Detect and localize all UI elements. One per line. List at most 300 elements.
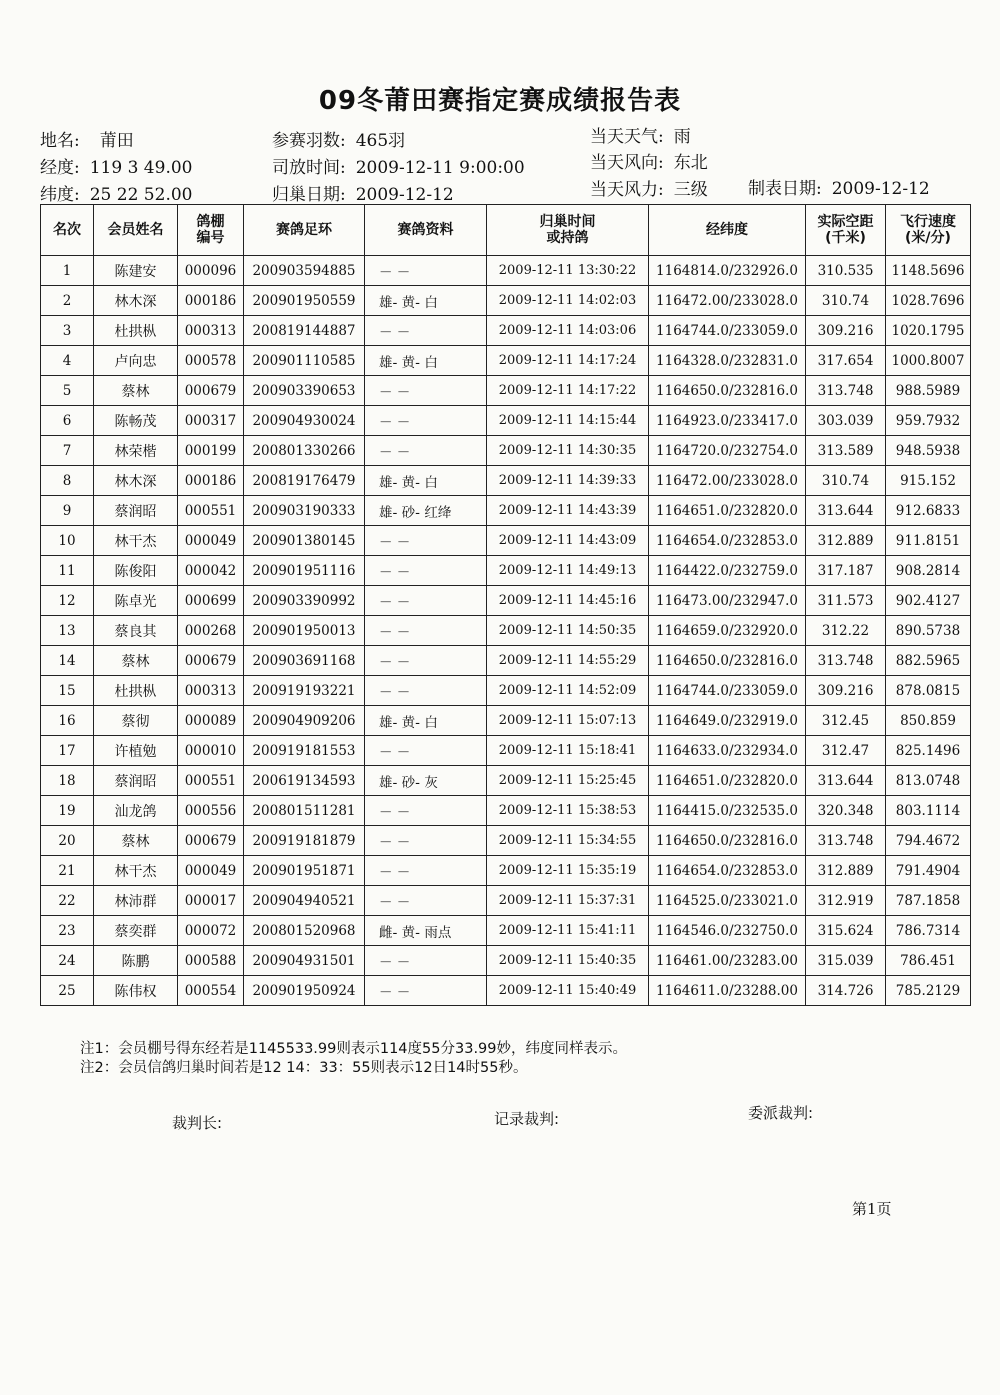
entries-field — [272, 126, 405, 151]
cell-speed: 878.0815 — [886, 676, 971, 706]
cell-speed: 803.1114 — [886, 796, 971, 826]
cell-return-time: 2009-12-11 14:43:09 — [487, 526, 649, 556]
cell-coordinates: 1164923.0/233417.0 — [649, 406, 806, 436]
entries-value: 465羽 — [355, 131, 406, 151]
weather-label: 当天天气: — [590, 127, 664, 147]
cell-rank: 5 — [41, 376, 94, 406]
cell-speed: 791.4904 — [886, 856, 971, 886]
cell-return-time: 2009-12-11 15:35:19 — [487, 856, 649, 886]
cell-return-time: 2009-12-11 15:40:35 — [487, 946, 649, 976]
cell-distance: 303.039 — [806, 406, 886, 436]
cell-coordinates: 1164814.0/232926.0 — [649, 256, 806, 286]
cell-rank: 19 — [41, 796, 94, 826]
cell-coordinates: 1164720.0/232754.0 — [649, 436, 806, 466]
page-number: 第1页 — [852, 1200, 892, 1218]
cell-loft-id: 000186 — [178, 466, 244, 496]
cell-loft-id: 000049 — [178, 856, 244, 886]
cell-member-name: 蔡林 — [94, 376, 178, 406]
cell-member-name: 蔡彻 — [94, 706, 178, 736]
cell-loft-id: 000313 — [178, 676, 244, 706]
cell-ring-number: 200801511281 — [244, 796, 365, 826]
cell-speed: 850.859 — [886, 706, 971, 736]
cell-speed: 902.4127 — [886, 586, 971, 616]
col-header-ring: 赛鸽足环 — [244, 205, 365, 256]
cell-bird-info: － － — [365, 736, 487, 766]
cell-bird-info: 雄- 砂- 红绛 — [365, 496, 487, 526]
cell-rank: 7 — [41, 436, 94, 466]
cell-bird-info: 雄- 砂- 灰 — [365, 766, 487, 796]
cell-ring-number: 200904930024 — [244, 406, 365, 436]
cell-ring-number: 200819176479 — [244, 466, 365, 496]
cell-coordinates: 1164633.0/232934.0 — [649, 736, 806, 766]
cell-coordinates: 1164650.0/232816.0 — [649, 826, 806, 856]
cell-loft-id: 000313 — [178, 316, 244, 346]
table-row — [41, 736, 971, 766]
table-header-row — [41, 205, 971, 256]
return-date-label: 归巢日期: — [272, 185, 346, 205]
cell-return-time: 2009-12-11 14:03:06 — [487, 316, 649, 346]
cell-member-name: 林干杰 — [94, 856, 178, 886]
cell-ring-number: 200904931501 — [244, 946, 365, 976]
cell-return-time: 2009-12-11 14:30:35 — [487, 436, 649, 466]
release-label: 司放时间: — [272, 158, 346, 178]
table-row — [41, 406, 971, 436]
table-row — [41, 976, 971, 1006]
table-row — [41, 916, 971, 946]
cell-speed: 1148.5696 — [886, 256, 971, 286]
cell-return-time: 2009-12-11 15:37:31 — [487, 886, 649, 916]
cell-distance: 309.216 — [806, 676, 886, 706]
recorder-referee-label: 记录裁判: — [494, 1110, 560, 1128]
cell-speed: 911.8151 — [886, 526, 971, 556]
cell-speed: 786.7314 — [886, 916, 971, 946]
cell-bird-info: － － — [365, 526, 487, 556]
location-label: 地名: — [40, 131, 80, 151]
cell-ring-number: 200901110585 — [244, 346, 365, 376]
cell-coordinates: 116472.00/233028.0 — [649, 286, 806, 316]
cell-member-name: 蔡林 — [94, 826, 178, 856]
cell-speed: 813.0748 — [886, 766, 971, 796]
cell-return-time: 2009-12-11 14:45:16 — [487, 586, 649, 616]
cell-member-name: 林沛群 — [94, 886, 178, 916]
cell-coordinates: 1164649.0/232919.0 — [649, 706, 806, 736]
table-row — [41, 436, 971, 466]
cell-loft-id: 000551 — [178, 496, 244, 526]
cell-member-name: 蔡良其 — [94, 616, 178, 646]
cell-return-time: 2009-12-11 15:40:49 — [487, 976, 649, 1006]
table-row — [41, 286, 971, 316]
cell-speed: 785.2129 — [886, 976, 971, 1006]
cell-member-name: 蔡林 — [94, 646, 178, 676]
table-row — [41, 316, 971, 346]
cell-ring-number: 200919181879 — [244, 826, 365, 856]
cell-distance: 315.039 — [806, 946, 886, 976]
cell-return-time: 2009-12-11 14:52:09 — [487, 676, 649, 706]
table-row — [41, 676, 971, 706]
cell-bird-info: 雌- 黄- 雨点 — [365, 916, 487, 946]
cell-bird-info: － － — [365, 376, 487, 406]
cell-bird-info: － － — [365, 556, 487, 586]
cell-return-time: 2009-12-11 15:25:45 — [487, 766, 649, 796]
wind-direction-label: 当天风向: — [590, 153, 664, 173]
location-value: 莆田 — [99, 131, 134, 151]
cell-bird-info: － － — [365, 946, 487, 976]
cell-coordinates: 1164328.0/232831.0 — [649, 346, 806, 376]
cell-distance: 313.589 — [806, 436, 886, 466]
cell-loft-id: 000199 — [178, 436, 244, 466]
cell-bird-info: － － — [365, 586, 487, 616]
cell-member-name: 杜拱枞 — [94, 676, 178, 706]
cell-loft-id: 000588 — [178, 946, 244, 976]
cell-ring-number: 200903190333 — [244, 496, 365, 526]
table-row — [41, 646, 971, 676]
col-header-speed: 飞行速度 (米/分) — [886, 205, 971, 256]
cell-rank: 14 — [41, 646, 94, 676]
cell-speed: 825.1496 — [886, 736, 971, 766]
cell-loft-id: 000554 — [178, 976, 244, 1006]
cell-distance: 312.919 — [806, 886, 886, 916]
longitude-field — [40, 153, 192, 178]
report-title: 09冬莆田赛指定赛成绩报告表 — [318, 86, 682, 116]
cell-member-name: 陈畅茂 — [94, 406, 178, 436]
cell-member-name: 蔡润昭 — [94, 496, 178, 526]
cell-distance: 311.573 — [806, 586, 886, 616]
cell-distance: 313.748 — [806, 376, 886, 406]
table-row — [41, 256, 971, 286]
cell-speed: 786.451 — [886, 946, 971, 976]
cell-bird-info: － － — [365, 826, 487, 856]
wind-force-value: 三级 — [673, 180, 708, 200]
cell-ring-number: 200619134593 — [244, 766, 365, 796]
cell-ring-number: 200904940521 — [244, 886, 365, 916]
cell-ring-number: 200903390653 — [244, 376, 365, 406]
cell-bird-info: － － — [365, 796, 487, 826]
wind-force-field — [590, 175, 708, 200]
cell-rank: 6 — [41, 406, 94, 436]
cell-coordinates: 1164654.0/232853.0 — [649, 856, 806, 886]
table-row — [41, 586, 971, 616]
cell-return-time: 2009-12-11 14:02:03 — [487, 286, 649, 316]
cell-return-time: 2009-12-11 13:30:22 — [487, 256, 649, 286]
latitude-value: 25 22 52.00 — [89, 185, 193, 205]
cell-ring-number: 200903594885 — [244, 256, 365, 286]
cell-distance: 310.74 — [806, 286, 886, 316]
longitude-label: 经度: — [40, 158, 80, 178]
cell-distance: 314.726 — [806, 976, 886, 1006]
cell-bird-info: － － — [365, 316, 487, 346]
cell-member-name: 杜拱枞 — [94, 316, 178, 346]
cell-bird-info: － － — [365, 406, 487, 436]
cell-bird-info: － － — [365, 856, 487, 886]
cell-return-time: 2009-12-11 15:41:11 — [487, 916, 649, 946]
cell-return-time: 2009-12-11 14:15:44 — [487, 406, 649, 436]
location-field — [40, 126, 134, 151]
cell-bird-info: 雄- 黄- 白 — [365, 286, 487, 316]
cell-rank: 2 — [41, 286, 94, 316]
cell-rank: 15 — [41, 676, 94, 706]
table-row — [41, 376, 971, 406]
cell-rank: 3 — [41, 316, 94, 346]
cell-rank: 23 — [41, 916, 94, 946]
cell-bird-info: － － — [365, 646, 487, 676]
cell-speed: 1000.8007 — [886, 346, 971, 376]
cell-member-name: 卢向忠 — [94, 346, 178, 376]
cell-member-name: 林木深 — [94, 286, 178, 316]
return-date-field — [272, 180, 454, 205]
cell-distance: 312.889 — [806, 526, 886, 556]
cell-rank: 18 — [41, 766, 94, 796]
cell-speed: 915.152 — [886, 466, 971, 496]
cell-loft-id: 000010 — [178, 736, 244, 766]
cell-distance: 313.644 — [806, 496, 886, 526]
col-header-loft: 鸽棚 编号 — [178, 205, 244, 256]
cell-loft-id: 000186 — [178, 286, 244, 316]
table-row — [41, 826, 971, 856]
cell-loft-id: 000679 — [178, 646, 244, 676]
cell-member-name: 陈建安 — [94, 256, 178, 286]
cell-loft-id: 000089 — [178, 706, 244, 736]
cell-rank: 1 — [41, 256, 94, 286]
cell-return-time: 2009-12-11 15:38:53 — [487, 796, 649, 826]
cell-return-time: 2009-12-11 14:50:35 — [487, 616, 649, 646]
results-table — [40, 204, 971, 1006]
cell-coordinates: 1164611.0/23288.00 — [649, 976, 806, 1006]
notes — [80, 1040, 627, 1078]
cell-ring-number: 200901950924 — [244, 976, 365, 1006]
cell-distance: 313.644 — [806, 766, 886, 796]
col-header-coordinates: 经纬度 — [649, 205, 806, 256]
cell-rank: 21 — [41, 856, 94, 886]
cell-return-time: 2009-12-11 14:17:22 — [487, 376, 649, 406]
cell-bird-info: － － — [365, 676, 487, 706]
cell-coordinates: 116472.00/233028.0 — [649, 466, 806, 496]
made-date-field — [748, 174, 930, 199]
cell-loft-id: 000042 — [178, 556, 244, 586]
cell-distance: 312.45 — [806, 706, 886, 736]
cell-return-time: 2009-12-11 15:34:55 — [487, 826, 649, 856]
cell-ring-number: 200901951116 — [244, 556, 365, 586]
table-row — [41, 766, 971, 796]
entries-label: 参赛羽数: — [272, 131, 346, 151]
cell-distance: 310.74 — [806, 466, 886, 496]
cell-speed: 959.7932 — [886, 406, 971, 436]
cell-coordinates: 1164651.0/232820.0 — [649, 766, 806, 796]
cell-ring-number: 200919181553 — [244, 736, 365, 766]
delegate-referee-label: 委派裁判: — [748, 1104, 814, 1122]
cell-loft-id: 000017 — [178, 886, 244, 916]
cell-coordinates: 1164525.0/233021.0 — [649, 886, 806, 916]
latitude-label: 纬度: — [40, 185, 80, 205]
cell-loft-id: 000072 — [178, 916, 244, 946]
cell-loft-id: 000268 — [178, 616, 244, 646]
table-row — [41, 886, 971, 916]
release-field — [272, 153, 525, 178]
cell-rank: 17 — [41, 736, 94, 766]
release-value: 2009-12-11 9:00:00 — [355, 158, 525, 178]
cell-member-name: 陈俊阳 — [94, 556, 178, 586]
cell-coordinates: 1164650.0/232816.0 — [649, 376, 806, 406]
table-row — [41, 496, 971, 526]
cell-distance: 313.748 — [806, 646, 886, 676]
cell-ring-number: 200901951871 — [244, 856, 365, 886]
cell-distance: 317.654 — [806, 346, 886, 376]
cell-coordinates: 1164650.0/232816.0 — [649, 646, 806, 676]
note-1: 注1：会员棚号得东经若是1145533.99则表示114度55分33.99妙，纬度同样表示。 — [80, 1041, 627, 1057]
cell-bird-info: 雄- 黄- 白 — [365, 466, 487, 496]
cell-loft-id: 000578 — [178, 346, 244, 376]
cell-speed: 794.4672 — [886, 826, 971, 856]
cell-coordinates: 1164659.0/232920.0 — [649, 616, 806, 646]
col-header-return-time: 归巢时间 或持鸽 — [487, 205, 649, 256]
cell-ring-number: 200903691168 — [244, 646, 365, 676]
cell-ring-number: 200919193221 — [244, 676, 365, 706]
cell-return-time: 2009-12-11 15:18:41 — [487, 736, 649, 766]
cell-rank: 20 — [41, 826, 94, 856]
cell-coordinates: 1164744.0/233059.0 — [649, 316, 806, 346]
cell-member-name: 陈卓光 — [94, 586, 178, 616]
longitude-value: 119 3 49.00 — [89, 158, 193, 178]
cell-return-time: 2009-12-11 14:43:39 — [487, 496, 649, 526]
chief-referee-label: 裁判长: — [172, 1114, 223, 1132]
cell-ring-number: 200819144887 — [244, 316, 365, 346]
cell-bird-info: － － — [365, 976, 487, 1006]
cell-member-name: 许植勉 — [94, 736, 178, 766]
cell-rank: 16 — [41, 706, 94, 736]
latitude-field — [40, 180, 192, 205]
cell-ring-number: 200901380145 — [244, 526, 365, 556]
cell-coordinates: 1164654.0/232853.0 — [649, 526, 806, 556]
table-row — [41, 556, 971, 586]
cell-loft-id: 000317 — [178, 406, 244, 436]
table-row — [41, 346, 971, 376]
cell-member-name: 林木深 — [94, 466, 178, 496]
cell-rank: 11 — [41, 556, 94, 586]
table-row — [41, 706, 971, 736]
cell-bird-info: － － — [365, 436, 487, 466]
cell-coordinates: 1164744.0/233059.0 — [649, 676, 806, 706]
cell-loft-id: 000699 — [178, 586, 244, 616]
col-header-member: 会员姓名 — [94, 205, 178, 256]
cell-coordinates: 116473.00/232947.0 — [649, 586, 806, 616]
cell-rank: 13 — [41, 616, 94, 646]
table-row — [41, 526, 971, 556]
cell-distance: 310.535 — [806, 256, 886, 286]
cell-coordinates: 1164422.0/232759.0 — [649, 556, 806, 586]
cell-ring-number: 200904909206 — [244, 706, 365, 736]
cell-distance: 309.216 — [806, 316, 886, 346]
cell-return-time: 2009-12-11 15:07:13 — [487, 706, 649, 736]
cell-rank: 22 — [41, 886, 94, 916]
cell-bird-info: － － — [365, 256, 487, 286]
cell-distance: 312.22 — [806, 616, 886, 646]
cell-bird-info: － － — [365, 886, 487, 916]
cell-distance: 312.889 — [806, 856, 886, 886]
wind-force-label: 当天风力: — [590, 180, 664, 200]
cell-return-time: 2009-12-11 14:39:33 — [487, 466, 649, 496]
cell-loft-id: 000679 — [178, 826, 244, 856]
cell-loft-id: 000096 — [178, 256, 244, 286]
made-date-label: 制表日期: — [748, 179, 822, 199]
cell-rank: 10 — [41, 526, 94, 556]
cell-coordinates: 1164546.0/232750.0 — [649, 916, 806, 946]
made-date-value: 2009-12-12 — [831, 179, 930, 199]
cell-coordinates: 1164651.0/232820.0 — [649, 496, 806, 526]
cell-rank: 4 — [41, 346, 94, 376]
cell-speed: 912.6833 — [886, 496, 971, 526]
cell-loft-id: 000679 — [178, 376, 244, 406]
cell-member-name: 林荣楷 — [94, 436, 178, 466]
cell-rank: 25 — [41, 976, 94, 1006]
table-row — [41, 466, 971, 496]
weather-field — [590, 122, 691, 147]
cell-speed: 908.2814 — [886, 556, 971, 586]
cell-ring-number: 200903390992 — [244, 586, 365, 616]
note-2: 注2：会员信鸽归巢时间若是12 14：33：55则表示12日14时55秒。 — [80, 1060, 528, 1076]
cell-return-time: 2009-12-11 14:55:29 — [487, 646, 649, 676]
col-header-info: 赛鸽资料 — [365, 205, 487, 256]
table-body — [41, 256, 971, 1006]
cell-distance: 313.748 — [806, 826, 886, 856]
table-row — [41, 796, 971, 826]
cell-member-name: 蔡奕群 — [94, 916, 178, 946]
col-header-distance: 实际空距 (千米) — [806, 205, 886, 256]
col-header-rank: 名次 — [41, 205, 94, 256]
table-row — [41, 856, 971, 886]
cell-member-name: 陈伟权 — [94, 976, 178, 1006]
cell-member-name: 林干杰 — [94, 526, 178, 556]
cell-speed: 890.5738 — [886, 616, 971, 646]
cell-speed: 1020.1795 — [886, 316, 971, 346]
cell-rank: 8 — [41, 466, 94, 496]
cell-coordinates: 116461.00/23283.00 — [649, 946, 806, 976]
cell-coordinates: 1164415.0/232535.0 — [649, 796, 806, 826]
cell-member-name: 汕龙鸽 — [94, 796, 178, 826]
cell-bird-info: 雄- 黄- 白 — [365, 706, 487, 736]
cell-loft-id: 000556 — [178, 796, 244, 826]
wind-direction-field — [590, 148, 708, 173]
table-row — [41, 946, 971, 976]
cell-speed: 948.5938 — [886, 436, 971, 466]
cell-ring-number: 200901950013 — [244, 616, 365, 646]
table-row — [41, 616, 971, 646]
cell-speed: 988.5989 — [886, 376, 971, 406]
cell-loft-id: 000551 — [178, 766, 244, 796]
cell-bird-info: 雄- 黄- 白 — [365, 346, 487, 376]
cell-member-name: 陈鹏 — [94, 946, 178, 976]
cell-speed: 882.5965 — [886, 646, 971, 676]
cell-rank: 9 — [41, 496, 94, 526]
cell-speed: 1028.7696 — [886, 286, 971, 316]
cell-return-time: 2009-12-11 14:49:13 — [487, 556, 649, 586]
cell-loft-id: 000049 — [178, 526, 244, 556]
cell-ring-number: 200901950559 — [244, 286, 365, 316]
weather-value: 雨 — [673, 127, 691, 147]
cell-distance: 317.187 — [806, 556, 886, 586]
wind-direction-value: 东北 — [673, 153, 708, 173]
cell-bird-info: － － — [365, 616, 487, 646]
cell-distance: 320.348 — [806, 796, 886, 826]
cell-distance: 312.47 — [806, 736, 886, 766]
cell-rank: 12 — [41, 586, 94, 616]
cell-ring-number: 200801330266 — [244, 436, 365, 466]
cell-return-time: 2009-12-11 14:17:24 — [487, 346, 649, 376]
cell-rank: 24 — [41, 946, 94, 976]
cell-distance: 315.624 — [806, 916, 886, 946]
return-date-value: 2009-12-12 — [355, 185, 454, 205]
cell-member-name: 蔡润昭 — [94, 766, 178, 796]
cell-speed: 787.1858 — [886, 886, 971, 916]
cell-ring-number: 200801520968 — [244, 916, 365, 946]
